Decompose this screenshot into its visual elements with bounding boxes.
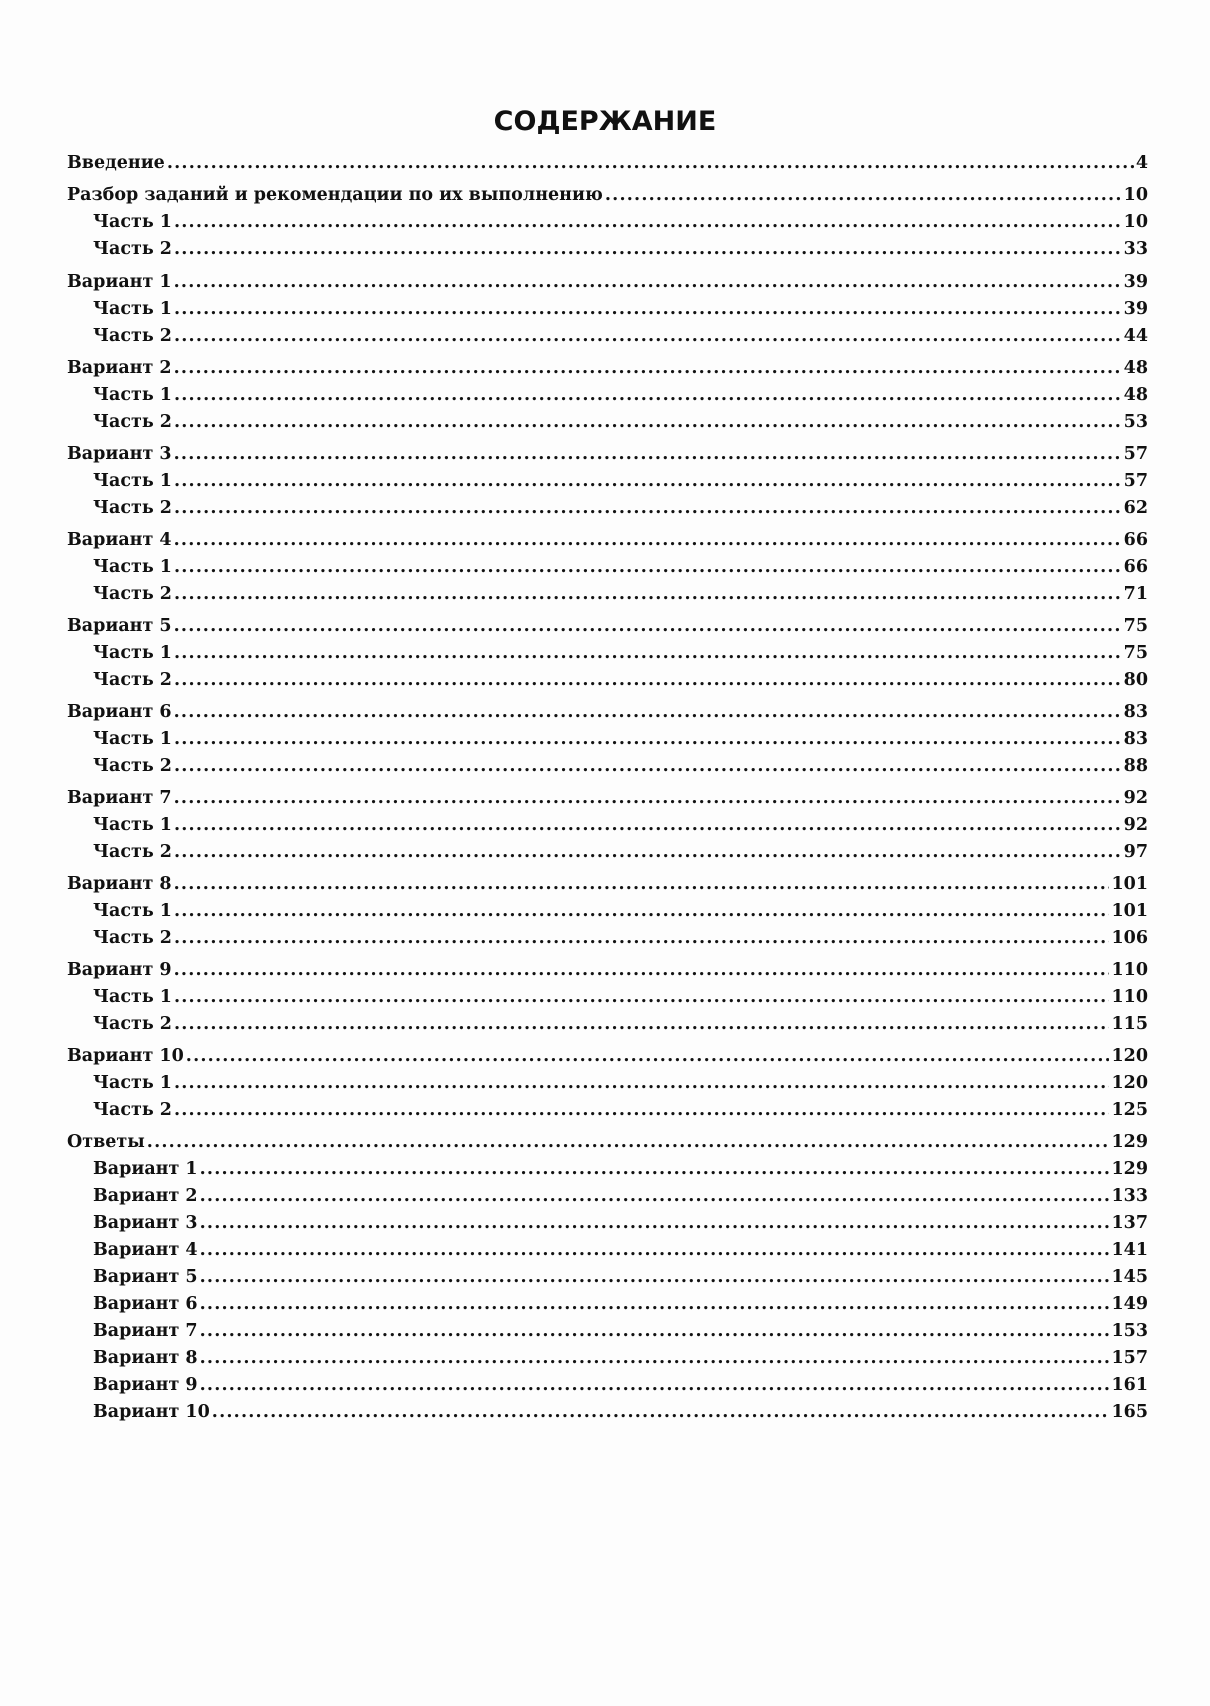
- toc-page-number: 57: [1123, 444, 1148, 464]
- toc-subsection-row[interactable]: [93, 497, 1148, 519]
- toc-subsection-row[interactable]: [93, 669, 1148, 691]
- toc-page-number: 153: [1111, 1321, 1148, 1341]
- toc-entry-label: Вариант 9: [67, 960, 172, 980]
- toc-entry-label: Часть 1: [93, 1073, 172, 1093]
- toc-subsection-row[interactable]: [93, 238, 1148, 260]
- toc-leader-dots: [200, 1212, 1110, 1234]
- toc-page-number: 39: [1123, 299, 1148, 319]
- toc-entry-label: Разбор заданий и рекомендации по их выполнению: [67, 185, 603, 205]
- toc-section-row[interactable]: [67, 873, 1148, 895]
- toc-entry-label: Вариант 9: [93, 1375, 198, 1395]
- toc-subsection-row[interactable]: [93, 1320, 1148, 1342]
- toc-page-number: 141: [1111, 1240, 1148, 1260]
- toc-subsection-row[interactable]: [93, 755, 1148, 777]
- toc-subsection-row[interactable]: [93, 927, 1148, 949]
- toc-entry-label: Часть 1: [93, 385, 172, 405]
- toc-page-number: 48: [1123, 385, 1148, 405]
- toc-page-number: 157: [1111, 1348, 1148, 1368]
- toc-leader-dots: [174, 357, 1122, 379]
- toc-page-number: 145: [1111, 1267, 1148, 1287]
- toc-leader-dots: [174, 787, 1122, 809]
- toc-leader-dots: [174, 211, 1122, 233]
- toc-subsection-row[interactable]: [93, 1401, 1148, 1423]
- toc-entry-label: Часть 2: [93, 756, 172, 776]
- toc-leader-dots: [174, 384, 1122, 406]
- toc-page-number: 120: [1111, 1073, 1148, 1093]
- toc-leader-dots: [174, 238, 1122, 260]
- toc-entry-label: Часть 1: [93, 901, 172, 921]
- toc-leader-dots: [200, 1320, 1110, 1342]
- toc-subsection-row[interactable]: [93, 384, 1148, 406]
- toc-page-number: 110: [1111, 960, 1148, 980]
- toc-subsection-row[interactable]: [93, 1239, 1148, 1261]
- toc-entry-label: Вариант 8: [67, 874, 172, 894]
- toc-section-row[interactable]: [67, 787, 1148, 809]
- toc-subsection-row[interactable]: [93, 1212, 1148, 1234]
- toc-leader-dots: [605, 184, 1122, 206]
- toc-page-number: 83: [1123, 702, 1148, 722]
- toc-page-number: 62: [1123, 498, 1148, 518]
- toc-page-number: 66: [1123, 530, 1148, 550]
- toc-leader-dots: [174, 927, 1110, 949]
- toc-subsection-row[interactable]: [93, 986, 1148, 1008]
- toc-leader-dots: [174, 556, 1122, 578]
- toc-entry-label: Часть 2: [93, 412, 172, 432]
- toc-leader-dots: [200, 1374, 1110, 1396]
- toc-leader-dots: [200, 1347, 1110, 1369]
- toc-leader-dots: [174, 298, 1122, 320]
- toc-page-number: 129: [1111, 1159, 1148, 1179]
- toc-page-number: 48: [1123, 358, 1148, 378]
- toc-page-number: 149: [1111, 1294, 1148, 1314]
- toc-page-number: 161: [1111, 1375, 1148, 1395]
- toc-subsection-row[interactable]: [93, 814, 1148, 836]
- toc-leader-dots: [174, 443, 1122, 465]
- toc-page-number: 4: [1135, 153, 1148, 173]
- toc-entry-label: Ответы: [67, 1132, 145, 1152]
- toc-subsection-row[interactable]: [93, 556, 1148, 578]
- toc-leader-dots: [174, 669, 1122, 691]
- toc-leader-dots: [174, 470, 1122, 492]
- toc-entry-label: Часть 2: [93, 842, 172, 862]
- toc-entry-label: Вариант 10: [93, 1402, 210, 1422]
- toc-leader-dots: [174, 583, 1122, 605]
- toc-page-number: 75: [1123, 616, 1148, 636]
- toc-leader-dots: [174, 841, 1122, 863]
- toc-page-number: 53: [1123, 412, 1148, 432]
- toc-leader-dots: [174, 814, 1122, 836]
- toc-entry-label: Введение: [67, 153, 165, 173]
- toc-section-row[interactable]: [67, 1131, 1148, 1153]
- toc-subsection-row[interactable]: [93, 298, 1148, 320]
- toc-page-number: 75: [1123, 643, 1148, 663]
- toc-entry-label: Вариант 3: [93, 1213, 198, 1233]
- toc-entry-label: Вариант 2: [93, 1186, 198, 1206]
- toc-entry-label: Часть 1: [93, 212, 172, 232]
- toc-subsection-row[interactable]: [93, 1266, 1148, 1288]
- toc-subsection-row[interactable]: [93, 1158, 1148, 1180]
- toc-section-row[interactable]: [67, 443, 1148, 465]
- toc-leader-dots: [174, 959, 1110, 981]
- toc-entry-label: Вариант 5: [67, 616, 172, 636]
- toc-section-row[interactable]: [67, 357, 1148, 379]
- toc-leader-dots: [174, 1013, 1110, 1035]
- toc-page-number: 101: [1111, 901, 1148, 921]
- toc-entry-label: Часть 1: [93, 471, 172, 491]
- toc-leader-dots: [174, 1099, 1110, 1121]
- toc-section-row[interactable]: [67, 271, 1148, 293]
- toc-entry-label: Часть 1: [93, 815, 172, 835]
- toc-page-number: 83: [1123, 729, 1148, 749]
- toc-page-number: 10: [1123, 185, 1148, 205]
- toc-section-row[interactable]: [67, 152, 1148, 174]
- toc-entry-label: Часть 1: [93, 643, 172, 663]
- toc-page-number: 57: [1123, 471, 1148, 491]
- toc-leader-dots: [174, 411, 1122, 433]
- toc-entry-label: Часть 2: [93, 1100, 172, 1120]
- toc-section-row[interactable]: [67, 959, 1148, 981]
- toc-leader-dots: [174, 986, 1110, 1008]
- page-title: СОДЕРЖАНИЕ: [493, 106, 717, 137]
- toc-entry-label: Вариант 10: [67, 1046, 184, 1066]
- toc-section-row[interactable]: [67, 1045, 1148, 1067]
- toc-leader-dots: [174, 900, 1110, 922]
- toc-page-number: 115: [1111, 1014, 1148, 1034]
- toc-page-number: 10: [1123, 212, 1148, 232]
- toc-subsection-row[interactable]: [93, 325, 1148, 347]
- toc-leader-dots: [200, 1158, 1110, 1180]
- toc-entry-label: Вариант 8: [93, 1348, 198, 1368]
- toc-entry-label: Часть 2: [93, 498, 172, 518]
- toc-page-number: 44: [1123, 326, 1148, 346]
- toc-page-number: 88: [1123, 756, 1148, 776]
- toc-entry-label: Вариант 1: [93, 1159, 198, 1179]
- toc-entry-label: Вариант 4: [93, 1240, 198, 1260]
- toc-page-number: 129: [1111, 1132, 1148, 1152]
- toc-subsection-row[interactable]: [93, 642, 1148, 664]
- toc-entry-label: Часть 1: [93, 729, 172, 749]
- toc-page-number: 97: [1123, 842, 1148, 862]
- toc-leader-dots: [174, 701, 1122, 723]
- toc-page-number: 125: [1111, 1100, 1148, 1120]
- toc-entry-label: Часть 2: [93, 928, 172, 948]
- toc-subsection-row[interactable]: [93, 1374, 1148, 1396]
- toc-page-number: 92: [1123, 815, 1148, 835]
- toc-entry-label: Часть 2: [93, 670, 172, 690]
- toc-subsection-row[interactable]: [93, 1185, 1148, 1207]
- toc-leader-dots: [174, 271, 1122, 293]
- toc-leader-dots: [167, 152, 1134, 174]
- toc-section-row[interactable]: [67, 184, 1148, 206]
- toc-entry-label: Вариант 3: [67, 444, 172, 464]
- toc-subsection-row[interactable]: [93, 728, 1148, 750]
- toc-subsection-row[interactable]: [93, 583, 1148, 605]
- toc-leader-dots: [174, 497, 1122, 519]
- toc-leader-dots: [174, 529, 1122, 551]
- toc-section-row[interactable]: [67, 615, 1148, 637]
- toc-section-row[interactable]: [67, 701, 1148, 723]
- toc-leader-dots: [200, 1239, 1110, 1261]
- toc-leader-dots: [174, 1072, 1110, 1094]
- toc-subsection-row[interactable]: [93, 1293, 1148, 1315]
- toc-page-number: 33: [1123, 239, 1148, 259]
- toc-entry-label: Часть 1: [93, 987, 172, 1007]
- toc-entry-label: Часть 1: [93, 557, 172, 577]
- toc-leader-dots: [200, 1293, 1110, 1315]
- toc-subsection-row[interactable]: [93, 1347, 1148, 1369]
- toc-page-number: 110: [1111, 987, 1148, 1007]
- toc-subsection-row[interactable]: [93, 1013, 1148, 1035]
- toc-page-number: 39: [1123, 272, 1148, 292]
- toc-entry-label: Часть 2: [93, 1014, 172, 1034]
- toc-leader-dots: [174, 325, 1122, 347]
- toc-subsection-row[interactable]: [93, 1072, 1148, 1094]
- toc-page-number: 137: [1111, 1213, 1148, 1233]
- toc-leader-dots: [174, 642, 1122, 664]
- toc-leader-dots: [186, 1045, 1110, 1067]
- toc-leader-dots: [174, 728, 1122, 750]
- toc-entry-label: Вариант 5: [93, 1267, 198, 1287]
- toc-entry-label: Часть 1: [93, 299, 172, 319]
- toc-section-row[interactable]: [67, 529, 1148, 551]
- toc-entry-label: Часть 2: [93, 239, 172, 259]
- toc-leader-dots: [200, 1266, 1110, 1288]
- toc-page-number: 133: [1111, 1186, 1148, 1206]
- toc-subsection-row[interactable]: [93, 411, 1148, 433]
- toc-entry-label: Часть 2: [93, 326, 172, 346]
- toc-page-number: 66: [1123, 557, 1148, 577]
- toc-subsection-row[interactable]: [93, 900, 1148, 922]
- toc-leader-dots: [174, 873, 1110, 895]
- toc-page-number: 106: [1111, 928, 1148, 948]
- toc-entry-label: Вариант 7: [67, 788, 172, 808]
- toc-subsection-row[interactable]: [93, 211, 1148, 233]
- toc-page-number: 101: [1111, 874, 1148, 894]
- toc-leader-dots: [147, 1131, 1110, 1153]
- toc-subsection-row[interactable]: [93, 841, 1148, 863]
- toc-page-number: 165: [1111, 1402, 1148, 1422]
- toc-entry-label: Вариант 6: [67, 702, 172, 722]
- toc-entry-label: Часть 2: [93, 584, 172, 604]
- toc-entry-label: Вариант 6: [93, 1294, 198, 1314]
- toc-page-number: 80: [1123, 670, 1148, 690]
- toc-page-number: 71: [1123, 584, 1148, 604]
- toc-leader-dots: [212, 1401, 1110, 1423]
- toc-leader-dots: [200, 1185, 1110, 1207]
- toc-entry-label: Вариант 4: [67, 530, 172, 550]
- toc-entry-label: Вариант 2: [67, 358, 172, 378]
- toc-entry-label: Вариант 1: [67, 272, 172, 292]
- toc-page-number: 92: [1123, 788, 1148, 808]
- toc-entry-label: Вариант 7: [93, 1321, 198, 1341]
- toc-subsection-row[interactable]: [93, 470, 1148, 492]
- toc-subsection-row[interactable]: [93, 1099, 1148, 1121]
- toc-leader-dots: [174, 615, 1122, 637]
- toc-page-number: 120: [1111, 1046, 1148, 1066]
- toc-leader-dots: [174, 755, 1122, 777]
